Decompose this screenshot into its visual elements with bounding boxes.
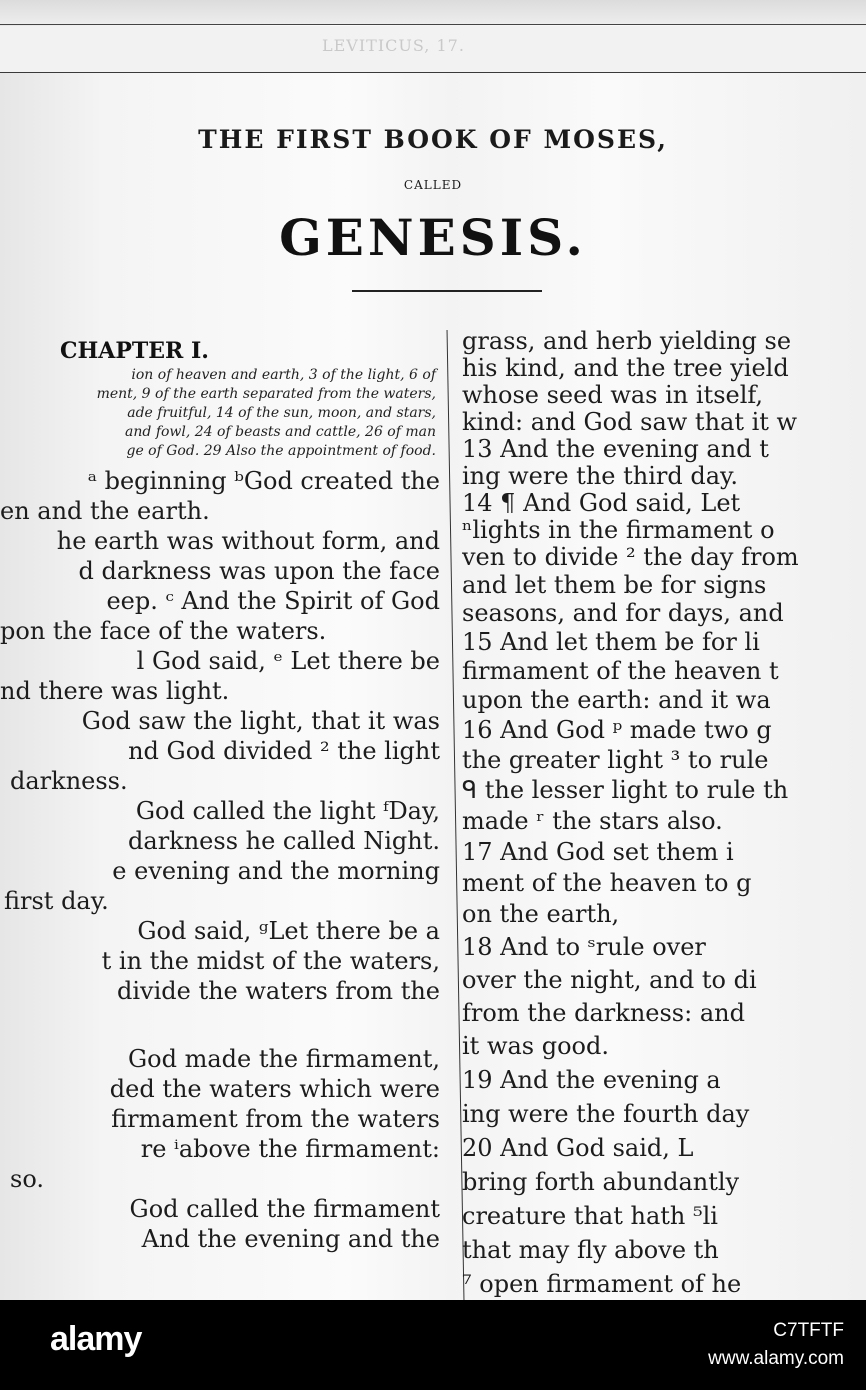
verse-line: pon the face of the waters. — [0, 617, 327, 645]
verse-line: God saw the light, that it was — [81, 707, 440, 735]
left-column — [0, 330, 448, 1300]
verse-line: grass, and herb yielding se — [462, 327, 792, 355]
verse-line: ing were the third day. — [462, 462, 739, 490]
summary-line: and fowl, 24 of beasts and cattle, 26 of man — [125, 424, 436, 440]
image-id: C7TFTF — [773, 1320, 844, 1341]
verse-line: nd there was light. — [0, 677, 230, 705]
title-divider — [352, 290, 542, 292]
verse-line: God called the firmament — [129, 1195, 440, 1223]
verse-line: ven to divide ² the day from — [462, 543, 799, 571]
verse-line: the greater light ³ to rule — [462, 746, 769, 774]
verse-line: re ⁱabove the firmament: — [140, 1135, 440, 1163]
verse-line: from the darkness: and — [462, 999, 745, 1027]
verse-line: ⁿlights in the firmament o — [462, 516, 775, 544]
book-title: THE FIRST BOOK OF MOSES, — [198, 125, 668, 154]
verse-line: 14 ¶ And God said, Let — [462, 489, 741, 517]
verse-line: divide the waters from the — [116, 977, 440, 1005]
verse-line: ded the waters which were — [109, 1075, 440, 1103]
verse-line: God called the light ᶠDay, — [135, 797, 440, 825]
verse-line: firmament of the heaven t — [462, 657, 779, 685]
verse-line: that may fly above th — [462, 1236, 719, 1264]
verse-line: d darkness was upon the face — [78, 557, 440, 585]
verse-line: whose seed was in itself, — [462, 381, 764, 409]
verse-line: seasons, and for days, and — [462, 599, 784, 627]
verse-line: eep. ᶜ And the Spirit of God — [106, 587, 440, 615]
verse-line: God said, ᵍLet there be a — [137, 917, 440, 945]
verse-line: 19 And the evening a — [462, 1066, 721, 1094]
verse-line: it was good. — [462, 1032, 609, 1060]
verse-line: kind: and God saw that it w — [462, 408, 798, 436]
verse-line: over the night, and to di — [462, 966, 757, 994]
verse-line: 20 And God said, L — [462, 1134, 694, 1162]
summary-line: ade fruitful, 14 of the sun, moon, and stars, — [127, 405, 436, 421]
verse-line: his kind, and the tree yield — [462, 354, 789, 382]
verse-line: 17 And God set them i — [462, 838, 734, 866]
right-column — [462, 322, 866, 1300]
verse-line: upon the earth: and it wa — [462, 686, 771, 714]
bleed-text: LEVITICUS, 17. — [322, 36, 465, 55]
alamy-logo: alamy — [50, 1320, 142, 1358]
source-url: www.alamy.com — [708, 1348, 844, 1369]
page-top-edge — [0, 0, 866, 25]
verse-line: creature that hath ⁵li — [462, 1202, 718, 1230]
verse-line: 16 And God ᵖ made two g — [462, 716, 772, 744]
verse-line: bring forth abundantly — [462, 1168, 740, 1196]
verse-line: 18 And to ˢrule over — [462, 933, 706, 961]
verse-line: made ʳ the stars also. — [462, 807, 723, 835]
verse-line: darkness. — [10, 767, 128, 795]
verse-line: God made the firmament, — [127, 1045, 440, 1073]
verse-line: e evening and the morning — [112, 857, 440, 885]
verse-line: 15 And let them be for li — [462, 628, 760, 656]
verse-line: on the earth, — [462, 900, 620, 928]
verse-line: en and the earth. — [0, 497, 210, 525]
verse-line: nd God divided ² the light — [128, 737, 440, 765]
book-name: GENESIS. — [279, 208, 587, 267]
verse-line: darkness he called Night. — [128, 827, 440, 855]
verse-line: 13 And the evening and t — [462, 435, 769, 463]
verse-line: so. — [10, 1165, 44, 1193]
chapter-heading: CHAPTER I. — [60, 338, 209, 364]
verse-line: firmament from the waters — [111, 1105, 440, 1133]
bleed-through-header — [0, 26, 866, 73]
verse-line: ment of the heaven to g — [462, 869, 752, 897]
verse-line: ᵃ beginning ᵇGod created the — [87, 467, 440, 495]
verse-line: ⁷ open firmament of he — [462, 1270, 742, 1298]
verse-line: l God said, ᵉ Let there be — [136, 647, 440, 675]
title-called: CALLED — [403, 178, 463, 192]
verse-line: first day. — [4, 887, 109, 915]
verse-line: ᑫ the lesser light to rule th — [462, 776, 789, 804]
summary-line: ion of heaven and earth, 3 of the light, 6 of — [131, 367, 436, 383]
summary-line: ge of God. 29 Also the appointment of food. — [126, 443, 436, 459]
summary-line: ment, 9 of the earth separated from the waters, — [96, 386, 436, 402]
verse-line: And the evening and the — [141, 1225, 440, 1253]
verse-line: he earth was without form, and — [56, 527, 440, 555]
verse-line: t in the midst of the waters, — [101, 947, 440, 975]
verse-line: and let them be for signs — [462, 571, 767, 599]
verse-line: ing were the fourth day — [462, 1100, 750, 1128]
